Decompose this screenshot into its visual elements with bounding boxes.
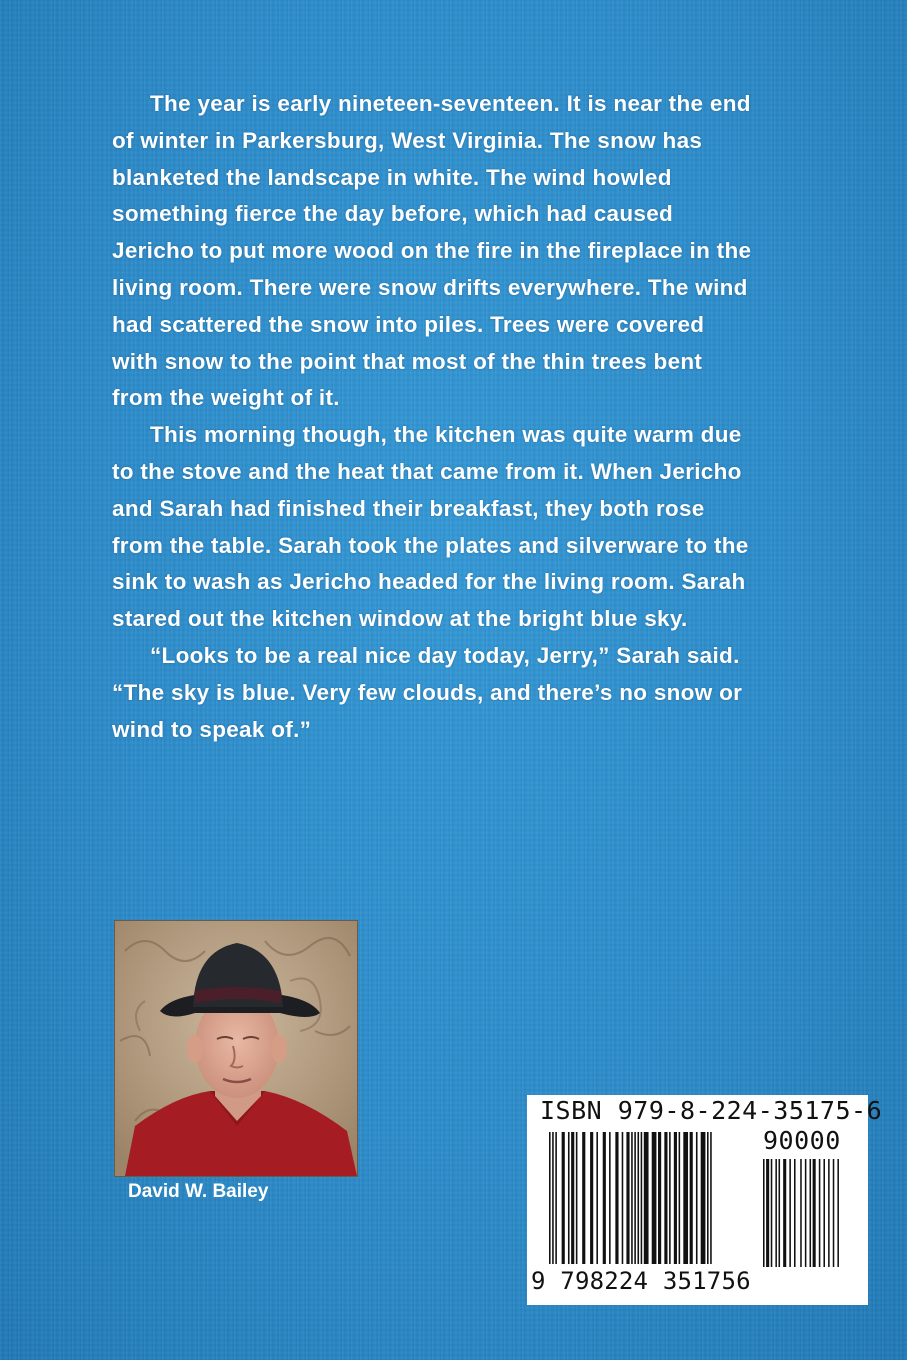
barcode-bar: [603, 1132, 606, 1264]
barcode-bar: [813, 1159, 816, 1267]
barcode-bar: [562, 1132, 565, 1264]
barcode-bar: [679, 1132, 681, 1264]
barcode-bar: [766, 1159, 769, 1267]
barcode-bar: [690, 1132, 693, 1264]
barcode-bar: [615, 1132, 618, 1264]
barcode-bar: [794, 1159, 796, 1267]
barcode-bar: [590, 1132, 593, 1264]
barcode-bar: [552, 1132, 554, 1264]
blurb-paragraph: “Looks to be a real nice day today, Jerry,” Sarah said. “The sky is blue. Very few clouds, and there’s no snow or wind to speak of.”: [112, 642, 743, 742]
barcode-bar: [576, 1132, 578, 1264]
barcode-bar: [810, 1159, 812, 1267]
price-code: 90000: [763, 1126, 841, 1155]
barcode-bar: [609, 1132, 611, 1264]
barcode-bar: [710, 1132, 712, 1264]
barcode-bar: [669, 1132, 671, 1264]
barcode-bar: [571, 1132, 574, 1264]
isbn-label: ISBN 979-8-224-35175-6: [540, 1096, 883, 1125]
barcode-bar: [805, 1159, 807, 1267]
barcode-bar: [658, 1132, 661, 1264]
blurb-paragraph: This morning though, the kitchen was quite warm due to the stove and the heat that came from it. When Jericho and Sarah had finished their breakfast, they both rose from the table. Sarah took the plates and silverware to the sink to wash as Jericho headed for the living room. Sarah stared out the kitchen window at the bright blue sky.: [112, 422, 749, 632]
barcode-bar: [626, 1132, 629, 1264]
back-cover-blurb: [112, 86, 752, 748]
barcode-bar: [631, 1132, 633, 1264]
barcode-bar: [701, 1132, 706, 1264]
barcode-bar: [622, 1132, 624, 1264]
barcode-bar: [568, 1132, 570, 1264]
barcode-bar: [775, 1159, 777, 1267]
barcode-bar: [674, 1132, 677, 1264]
barcode-bar: [664, 1132, 667, 1264]
barcode-panel: [527, 1095, 883, 1305]
barcode-bar: [707, 1132, 709, 1264]
barcode-bar: [783, 1159, 786, 1267]
blurb-paragraph: The year is early nineteen-seventeen. It is near the end of winter in Parkersburg, West Virginia. The snow has blanketed the landscape in white. The wind howled something fierce the day before, which had caused Jericho to put more wood on the fire in the fireplace in the living room. There were snow drifts everywhere. The wind had scattered the snow into piles. Trees were covered with snow to the point that most of the thin trees bent from the weight of it.: [112, 91, 752, 411]
ean13-barcode: [549, 1132, 755, 1272]
barcode-bar: [837, 1159, 839, 1267]
barcode-bar: [596, 1132, 598, 1264]
barcode-bar: [819, 1159, 821, 1267]
barcode-bar: [582, 1132, 585, 1264]
barcode-bar: [833, 1159, 835, 1267]
barcode-bar: [800, 1159, 802, 1267]
barcode-bar: [683, 1132, 688, 1264]
barcode-bar: [641, 1132, 643, 1264]
ean-digits: 9 798224 351756: [531, 1267, 751, 1295]
barcode-bar: [652, 1132, 657, 1264]
barcode-bar: [555, 1132, 557, 1264]
barcode-bar: [696, 1132, 698, 1264]
barcode-bar: [637, 1132, 639, 1264]
author-caption: David W. Bailey: [128, 1181, 269, 1202]
barcode-bar: [828, 1159, 830, 1267]
barcode-bar: [789, 1159, 791, 1267]
barcode-bar: [779, 1159, 781, 1267]
barcode-bar: [644, 1132, 649, 1264]
barcode-bar: [763, 1159, 765, 1267]
barcode-bar: [549, 1132, 551, 1264]
barcode-bar: [634, 1132, 636, 1264]
addon-barcode: [763, 1159, 855, 1267]
barcode-bar: [771, 1159, 773, 1267]
author-photo: [114, 920, 358, 1177]
barcode-bar: [823, 1159, 825, 1267]
